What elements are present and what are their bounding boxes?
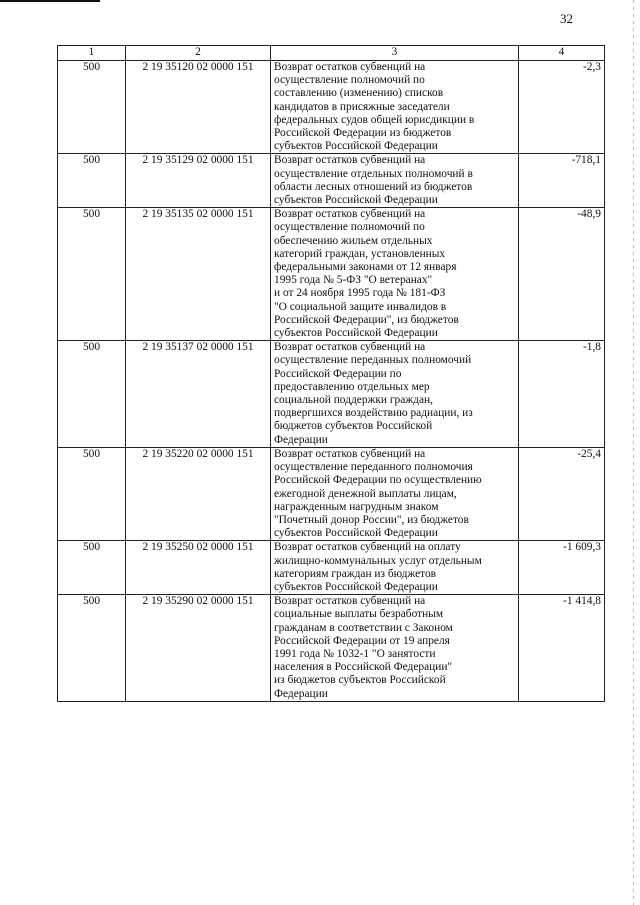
income-name-cell: Возврат остатков субвенций на осуществление полномочий по составлению (изменению) списков кандидатов в присяжные заседатели федеральных судов общей юрисдикции в Российской Федерации из бюджетов субъектов Российской Федерации bbox=[271, 61, 519, 154]
header-col-3: 3 bbox=[271, 46, 519, 61]
table-row bbox=[58, 541, 605, 595]
income-name-cell: Возврат остатков субвенций на осуществление полномочий по обеспечению жильем отдельных категорий граждан, установленных федеральными законами от 12 января 1995 года № 5-ФЗ "О ветеранах" и от 24 ноября 1995 года № 181-ФЗ "О социальной защите инвалидов в Российской Федерации", из бюджетов субъектов Российской Федерации bbox=[271, 208, 519, 341]
amount-cell: -1 609,3 bbox=[519, 541, 605, 595]
header-col-4: 4 bbox=[519, 46, 605, 61]
admin-code-cell: 500 bbox=[58, 61, 126, 154]
table-row bbox=[58, 208, 605, 341]
budget-code-cell: 2 19 35220 02 0000 151 bbox=[126, 447, 271, 540]
budget-code-cell: 2 19 35135 02 0000 151 bbox=[126, 208, 271, 341]
amount-cell: -48,9 bbox=[519, 208, 605, 341]
admin-code-cell: 500 bbox=[58, 595, 126, 702]
admin-code-cell: 500 bbox=[58, 447, 126, 540]
amount-cell: -1 414,8 bbox=[519, 595, 605, 702]
admin-code-cell: 500 bbox=[58, 208, 126, 341]
scan-edge-mark bbox=[0, 0, 100, 2]
budget-code-cell: 2 19 35250 02 0000 151 bbox=[126, 541, 271, 595]
income-name-cell: Возврат остатков субвенций на осуществление отдельных полномочий в области лесных отношений из бюджетов субъектов Российской Федерации bbox=[271, 154, 519, 208]
table-row bbox=[58, 447, 605, 540]
table-header-row bbox=[58, 46, 605, 61]
admin-code-cell: 500 bbox=[58, 541, 126, 595]
budget-code-cell: 2 19 35290 02 0000 151 bbox=[126, 595, 271, 702]
income-name-cell: Возврат остатков субвенций на социальные выплаты безработным гражданам в соответствии с Законом Российской Федерации от 19 апреля 1991 года № 1032-1 "О занятости населения в Российской Федерации" из бюджетов субъектов Российской Федерации bbox=[271, 595, 519, 702]
admin-code-cell: 500 bbox=[58, 154, 126, 208]
admin-code-cell: 500 bbox=[58, 341, 126, 448]
budget-code-cell: 2 19 35137 02 0000 151 bbox=[126, 341, 271, 448]
income-name-cell: Возврат остатков субвенций на осуществление переданных полномочий Российской Федерации по предоставлению отдельных мер социальной поддержки граждан, подвергшихся воздействию радиации, из бюджетов субъектов Российской Федерации bbox=[271, 341, 519, 448]
header-col-2: 2 bbox=[126, 46, 271, 61]
amount-cell: -718,1 bbox=[519, 154, 605, 208]
table-row bbox=[58, 341, 605, 448]
scan-edge-line bbox=[633, 0, 634, 905]
header-col-1: 1 bbox=[58, 46, 126, 61]
amount-cell: -2,3 bbox=[519, 61, 605, 154]
amount-cell: -25,4 bbox=[519, 447, 605, 540]
table-row bbox=[58, 154, 605, 208]
income-name-cell: Возврат остатков субвенций на оплату жилищно-коммунальных услуг отдельным категориям граждан из бюджетов субъектов Российской Федерации bbox=[271, 541, 519, 595]
budget-table bbox=[57, 45, 605, 702]
budget-code-cell: 2 19 35120 02 0000 151 bbox=[126, 61, 271, 154]
amount-cell: -1,8 bbox=[519, 341, 605, 448]
page-number: 32 bbox=[560, 11, 573, 26]
budget-code-cell: 2 19 35129 02 0000 151 bbox=[126, 154, 271, 208]
income-name-cell: Возврат остатков субвенций на осуществление переданного полномочия Российской Федерации по осуществлению ежегодной денежной выплаты лицам, награжденным нагрудным знаком "Почетный донор России", из бюджетов субъектов Российской Федерации bbox=[271, 447, 519, 540]
table-row bbox=[58, 595, 605, 702]
table-row bbox=[58, 61, 605, 154]
